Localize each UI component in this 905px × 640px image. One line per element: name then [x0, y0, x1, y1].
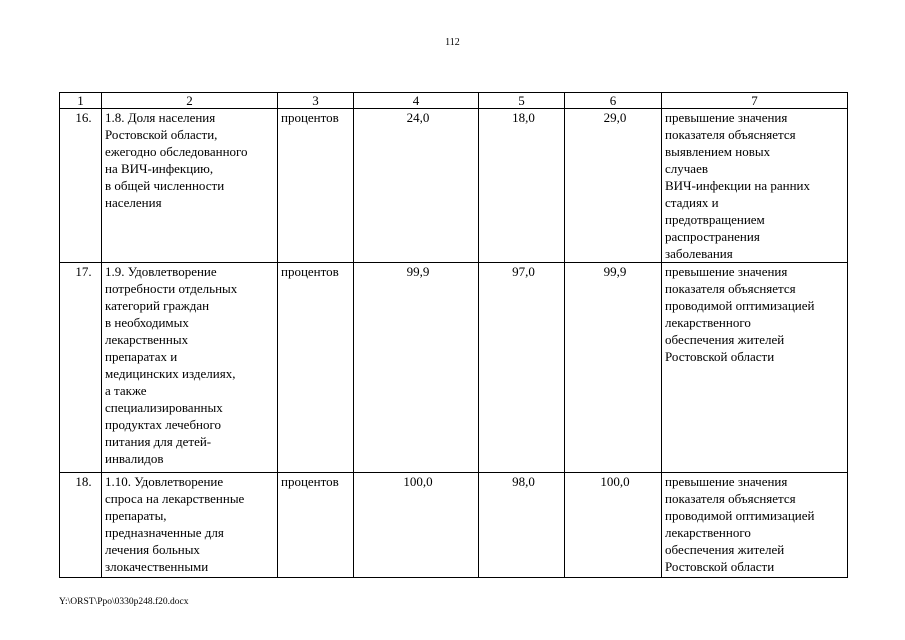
value-cell — [354, 473, 479, 578]
page-number: 112 — [445, 37, 460, 48]
value-cell — [354, 109, 479, 263]
note-cell: превышение значения показателя объясняется выявлением новых случаев ВИЧ-инфекции на ранних стадиях и предотвращением распространения заболевания — [662, 109, 848, 263]
column-header: 7 — [662, 93, 848, 109]
column-header: 5 — [479, 93, 565, 109]
row-number-cell — [60, 473, 102, 578]
value-col4: 99,9 — [406, 264, 430, 279]
table-row — [60, 263, 848, 473]
indicator-name: 1.8. Доля населения Ростовской области, ежегодно обследованного на ВИЧ-инфекцию, в общей численности населения — [102, 109, 278, 263]
indicator-name: 1.10. Удовлетворение спроса на лекарственные препараты, предназначенные для лечения больных злокачественными — [102, 473, 278, 578]
note-cell: превышение значения показателя объясняется проводимой оптимизацией лекарственного обеспечения жителей Ростовской области — [662, 473, 848, 578]
value-cell — [565, 263, 662, 473]
row-number: 17. — [75, 264, 92, 279]
column-header: 2 — [102, 93, 278, 109]
value-cell — [479, 263, 565, 473]
value-cell — [479, 109, 565, 263]
value-col6: 100,0 — [600, 474, 630, 489]
column-header: 6 — [565, 93, 662, 109]
table-row — [60, 473, 848, 578]
column-header: 1 — [60, 93, 102, 109]
row-number: 16. — [75, 110, 92, 125]
value-col6: 99,9 — [603, 264, 627, 279]
value-cell — [565, 473, 662, 578]
unit-cell: процентов — [278, 109, 354, 263]
row-number-cell — [60, 263, 102, 473]
value-col5: 98,0 — [512, 474, 535, 489]
unit-cell: процентов — [278, 473, 354, 578]
value-cell — [565, 109, 662, 263]
unit-cell: процентов — [278, 263, 354, 473]
value-col5: 18,0 — [512, 110, 535, 125]
value-col5: 97,0 — [512, 264, 535, 279]
note-cell: превышение значения показателя объясняется проводимой оптимизацией лекарственного обеспечения жителей Ростовской области — [662, 263, 848, 473]
value-col4: 100,0 — [403, 474, 433, 489]
indicators-table — [59, 92, 848, 578]
value-col4: 24,0 — [406, 110, 430, 125]
value-cell — [479, 473, 565, 578]
footer-file-path: Y:\ORST\Ppo\0330p248.f20.docx — [59, 597, 189, 607]
column-header: 4 — [354, 93, 479, 109]
indicator-name: 1.9. Удовлетворение потребности отдельных категорий граждан в необходимых лекарственных препаратах и медицинских изделиях, а также специализированных продуктах лечебного питания для детей- инвалидов — [102, 263, 278, 473]
value-col6: 29,0 — [603, 110, 627, 125]
column-header: 3 — [278, 93, 354, 109]
row-number-cell — [60, 109, 102, 263]
value-cell — [354, 263, 479, 473]
table-header-row — [60, 93, 848, 109]
table-row — [60, 109, 848, 263]
row-number: 18. — [75, 474, 92, 489]
